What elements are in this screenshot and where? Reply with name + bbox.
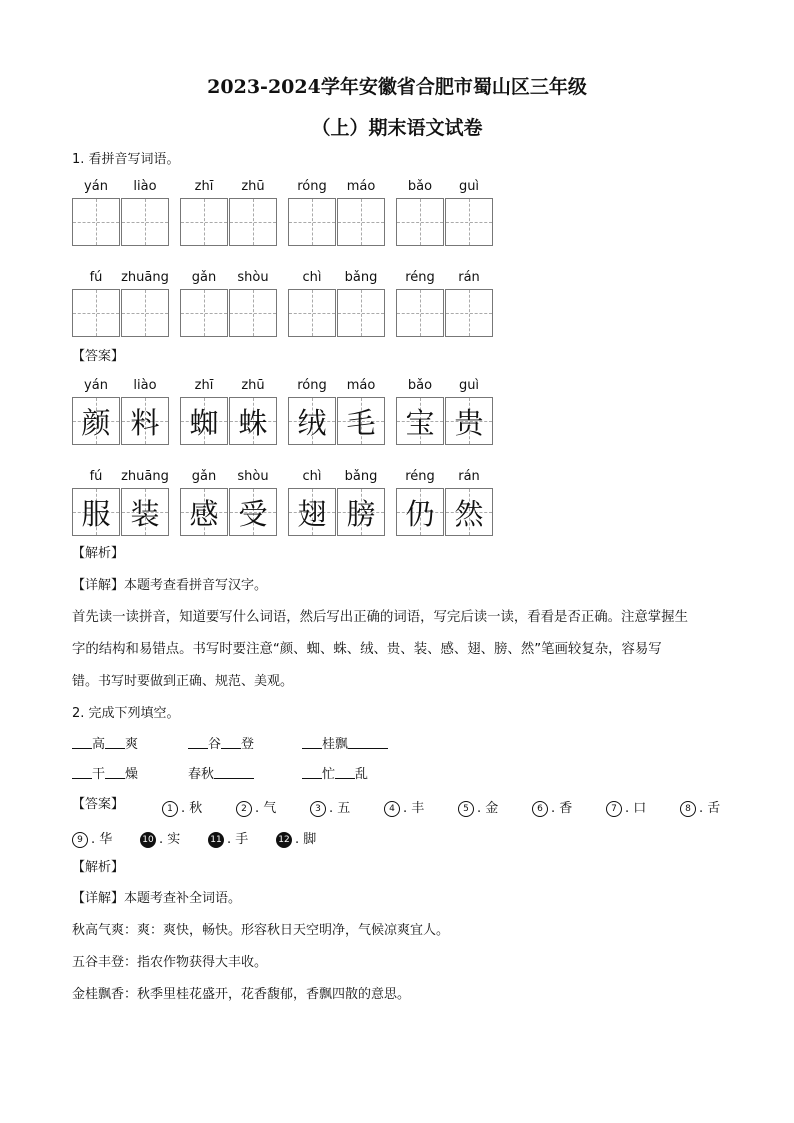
q1-pinyin: rán bbox=[458, 270, 480, 285]
q1-char-box[interactable] bbox=[445, 198, 493, 246]
fill-text: 秋 bbox=[201, 767, 215, 782]
blank-line[interactable] bbox=[221, 736, 241, 749]
number-badge: 10 bbox=[140, 832, 156, 848]
q1-answer-pinyin: róng bbox=[297, 378, 327, 393]
q1-detail-p3: 错。书写时要做到正确、规范、美观。 bbox=[72, 674, 294, 689]
q1-answer-pinyin: yán bbox=[84, 378, 108, 393]
q1-pinyin: shòu bbox=[237, 270, 269, 285]
q1-answer-char-box bbox=[229, 488, 277, 536]
q1-pinyin: yán bbox=[84, 179, 108, 194]
answer-char: 贵 bbox=[454, 405, 484, 440]
q2-line-1: 秋高气爽：爽：爽快，畅快。形容秋日天空明净，气候凉爽宜人。 bbox=[72, 923, 450, 938]
q1-char-box[interactable] bbox=[396, 289, 444, 337]
answer-char: 毛 bbox=[346, 405, 376, 440]
q1-answer-char-box bbox=[72, 488, 120, 536]
fill-blank-item bbox=[302, 766, 368, 783]
q2-answer-item bbox=[532, 797, 572, 817]
q1-answer-pinyin: bǎo bbox=[407, 378, 433, 393]
q1-analysis-tag: 【解析】 bbox=[72, 546, 125, 561]
q1-pinyin: máo bbox=[346, 179, 376, 194]
q1-char-box[interactable] bbox=[445, 289, 493, 337]
q1-pinyin: chì bbox=[302, 270, 322, 285]
answer-value: . 气 bbox=[255, 801, 277, 816]
number-badge: 9 bbox=[72, 832, 88, 848]
q1-answer-char-box bbox=[396, 397, 444, 445]
q2-answer-item bbox=[606, 797, 646, 817]
q1-answer-pinyin: guì bbox=[458, 378, 480, 393]
blank-line[interactable] bbox=[214, 766, 234, 779]
q1-answer-tag: 【答案】 bbox=[72, 349, 125, 364]
answer-value: . 手 bbox=[227, 832, 249, 847]
fill-text: 谷 bbox=[208, 737, 222, 752]
answer-char: 感 bbox=[189, 496, 219, 531]
q2-answer-item bbox=[140, 828, 180, 848]
answer-value: . 舌 bbox=[699, 801, 721, 816]
q1-pinyin: bǎo bbox=[407, 179, 433, 194]
q1-pinyin: gǎn bbox=[191, 270, 217, 285]
blank-line[interactable] bbox=[302, 736, 322, 749]
fill-text: 干 bbox=[92, 767, 106, 782]
q1-pinyin: fú bbox=[89, 270, 103, 285]
answer-value: . 口 bbox=[625, 801, 647, 816]
blank-line[interactable] bbox=[234, 766, 254, 779]
answer-value: . 秋 bbox=[181, 801, 203, 816]
q2-answer-item bbox=[162, 797, 202, 817]
q1-answer-char-box bbox=[72, 397, 120, 445]
blank-line[interactable] bbox=[335, 766, 355, 779]
q1-char-box[interactable] bbox=[180, 289, 228, 337]
answer-char: 然 bbox=[454, 496, 484, 531]
q2-answer-item bbox=[236, 797, 276, 817]
q1-char-box[interactable] bbox=[121, 198, 169, 246]
q2-answer-item bbox=[458, 797, 498, 817]
q2-detail bbox=[72, 891, 241, 907]
q2-label: 2. 完成下列填空。 bbox=[72, 706, 180, 721]
q1-pinyin: guì bbox=[458, 179, 480, 194]
answer-value: . 华 bbox=[91, 832, 113, 847]
q1-answer-char-box bbox=[337, 488, 385, 536]
q1-answer-pinyin: liào bbox=[133, 378, 157, 393]
q1-answer-pinyin: bǎng bbox=[344, 469, 378, 484]
q1-char-box[interactable] bbox=[180, 198, 228, 246]
q1-label: 1. 看拼音写词语。 bbox=[72, 152, 180, 167]
number-badge: 1 bbox=[162, 801, 178, 817]
q2-answer-item bbox=[680, 797, 720, 817]
answer-value: . 丰 bbox=[403, 801, 425, 816]
q2-line-3: 金桂飘香：秋季里桂花盛开，花香馥郁，香飘四散的意思。 bbox=[72, 987, 411, 1002]
number-badge: 3 bbox=[310, 801, 326, 817]
fill-text: 爽 bbox=[125, 737, 139, 752]
q1-answer-char-box bbox=[180, 397, 228, 445]
number-badge: 8 bbox=[680, 801, 696, 817]
fill-blank-item bbox=[72, 736, 138, 753]
q1-pinyin: zhī bbox=[194, 179, 214, 194]
fill-blank-item bbox=[302, 736, 388, 753]
answer-char: 蛛 bbox=[238, 405, 268, 440]
q2-answer-item bbox=[310, 797, 350, 817]
q1-answer-pinyin: rán bbox=[458, 469, 480, 484]
q1-char-box[interactable] bbox=[229, 198, 277, 246]
number-badge: 12 bbox=[276, 832, 292, 848]
q2-analysis-tag: 【解析】 bbox=[72, 860, 125, 875]
q1-answer-char-box bbox=[180, 488, 228, 536]
answer-value: . 五 bbox=[329, 801, 351, 816]
q1-char-box[interactable] bbox=[229, 289, 277, 337]
q2-answer-item bbox=[276, 828, 316, 848]
q1-char-box[interactable] bbox=[121, 289, 169, 337]
number-badge: 6 bbox=[532, 801, 548, 817]
q1-answer-pinyin: chì bbox=[302, 469, 322, 484]
q2-answer-item bbox=[208, 828, 248, 848]
blank-line[interactable] bbox=[348, 736, 368, 749]
answer-char: 膀 bbox=[346, 496, 376, 531]
q2-detail-tag: 【详解】 bbox=[72, 891, 125, 906]
answer-char: 颜 bbox=[81, 405, 111, 440]
blank-line[interactable] bbox=[302, 766, 322, 779]
q1-pinyin: bǎng bbox=[344, 270, 378, 285]
q2-answer-tag: 【答案】 bbox=[72, 797, 125, 812]
q1-answer-pinyin: fú bbox=[89, 469, 103, 484]
q1-answer-char-box bbox=[445, 397, 493, 445]
q1-answer-pinyin: gǎn bbox=[191, 469, 217, 484]
number-badge: 4 bbox=[384, 801, 400, 817]
q1-answer-char-box bbox=[396, 488, 444, 536]
answer-char: 宝 bbox=[405, 405, 435, 440]
answer-char: 绒 bbox=[297, 405, 327, 440]
fill-text: 燥 bbox=[125, 767, 139, 782]
q1-answer-pinyin: shòu bbox=[237, 469, 269, 484]
answer-value: . 实 bbox=[159, 832, 181, 847]
q1-answer-char-box bbox=[121, 488, 169, 536]
q1-pinyin: liào bbox=[133, 179, 157, 194]
q2-answer-item bbox=[384, 797, 424, 817]
q1-pinyin: zhū bbox=[241, 179, 265, 194]
fill-text: 桂飘 bbox=[322, 737, 349, 752]
number-badge: 7 bbox=[606, 801, 622, 817]
fill-blank-item bbox=[188, 766, 254, 783]
fill-text: 春 bbox=[188, 767, 202, 782]
fill-blank-item bbox=[188, 736, 254, 753]
q1-answer-char-box bbox=[288, 488, 336, 536]
q1-answer-char-box bbox=[445, 488, 493, 536]
q1-detail-p2: 字的结构和易错点。书写时要注意“颜、蜘、蛛、绒、贵、装、感、翅、膀、然”笔画较复杂，容易写 bbox=[72, 642, 662, 657]
q1-char-box[interactable] bbox=[288, 198, 336, 246]
q1-detail-intro: 本题考查看拼音写汉字。 bbox=[124, 578, 268, 593]
q1-answer-pinyin: réng bbox=[405, 469, 435, 484]
blank-line[interactable] bbox=[188, 736, 208, 749]
q1-answer-char-box bbox=[121, 397, 169, 445]
fill-text: 忙 bbox=[322, 767, 336, 782]
q1-answer-char-box bbox=[229, 397, 277, 445]
q1-char-box[interactable] bbox=[72, 289, 120, 337]
title-line-1: 2023-2024学年安徽省合肥市蜀山区三年级 bbox=[207, 76, 587, 98]
answer-char: 服 bbox=[81, 496, 111, 531]
fill-text: 乱 bbox=[355, 767, 369, 782]
q1-answer-pinyin: zhū bbox=[241, 378, 265, 393]
answer-char: 料 bbox=[130, 405, 160, 440]
title-line-2: （上）期末语文试卷 bbox=[311, 117, 483, 139]
fill-text: 登 bbox=[241, 737, 255, 752]
number-badge: 11 bbox=[208, 832, 224, 848]
number-badge: 5 bbox=[458, 801, 474, 817]
answer-char: 蜘 bbox=[189, 405, 219, 440]
q1-char-box[interactable] bbox=[72, 198, 120, 246]
q1-detail-tag: 【详解】 bbox=[72, 578, 125, 593]
q2-answer-item bbox=[72, 828, 112, 848]
number-badge: 2 bbox=[236, 801, 252, 817]
q1-answer-char-box bbox=[337, 397, 385, 445]
answer-char: 翅 bbox=[297, 496, 327, 531]
q1-pinyin: réng bbox=[405, 270, 435, 285]
q1-pinyin: róng bbox=[297, 179, 327, 194]
answer-value: . 金 bbox=[477, 801, 499, 816]
blank-line[interactable] bbox=[72, 766, 92, 779]
blank-line[interactable] bbox=[72, 736, 92, 749]
answer-value: . 脚 bbox=[295, 832, 317, 847]
q1-answer-pinyin: zhuāng bbox=[121, 469, 169, 484]
q2-detail-intro: 本题考查补全词语。 bbox=[124, 891, 242, 906]
q1-detail bbox=[72, 578, 267, 594]
blank-line[interactable] bbox=[368, 736, 388, 749]
q2-fill-row-1 bbox=[72, 736, 472, 754]
q1-answer-pinyin: zhī bbox=[194, 378, 214, 393]
q1-answer-pinyin: máo bbox=[346, 378, 376, 393]
q1-char-box[interactable] bbox=[288, 289, 336, 337]
q1-char-box[interactable] bbox=[337, 289, 385, 337]
fill-blank-item bbox=[72, 766, 138, 783]
answer-char: 仍 bbox=[405, 496, 435, 531]
blank-line[interactable] bbox=[105, 736, 125, 749]
answer-char: 受 bbox=[238, 496, 268, 531]
answer-value: . 香 bbox=[551, 801, 573, 816]
q1-pinyin: zhuāng bbox=[121, 270, 169, 285]
fill-text: 高 bbox=[92, 737, 106, 752]
q1-answer-char-box bbox=[288, 397, 336, 445]
q2-fill-row-2 bbox=[72, 766, 472, 784]
blank-line[interactable] bbox=[105, 766, 125, 779]
answer-char: 装 bbox=[130, 496, 160, 531]
q1-detail-p1: 首先读一读拼音，知道要写什么词语，然后写出正确的词语，写完后读一读，看看是否正确。注意掌握生 bbox=[72, 610, 688, 625]
q1-char-box[interactable] bbox=[337, 198, 385, 246]
q1-char-box[interactable] bbox=[396, 198, 444, 246]
q2-line-2: 五谷丰登：指农作物获得大丰收。 bbox=[72, 955, 268, 970]
